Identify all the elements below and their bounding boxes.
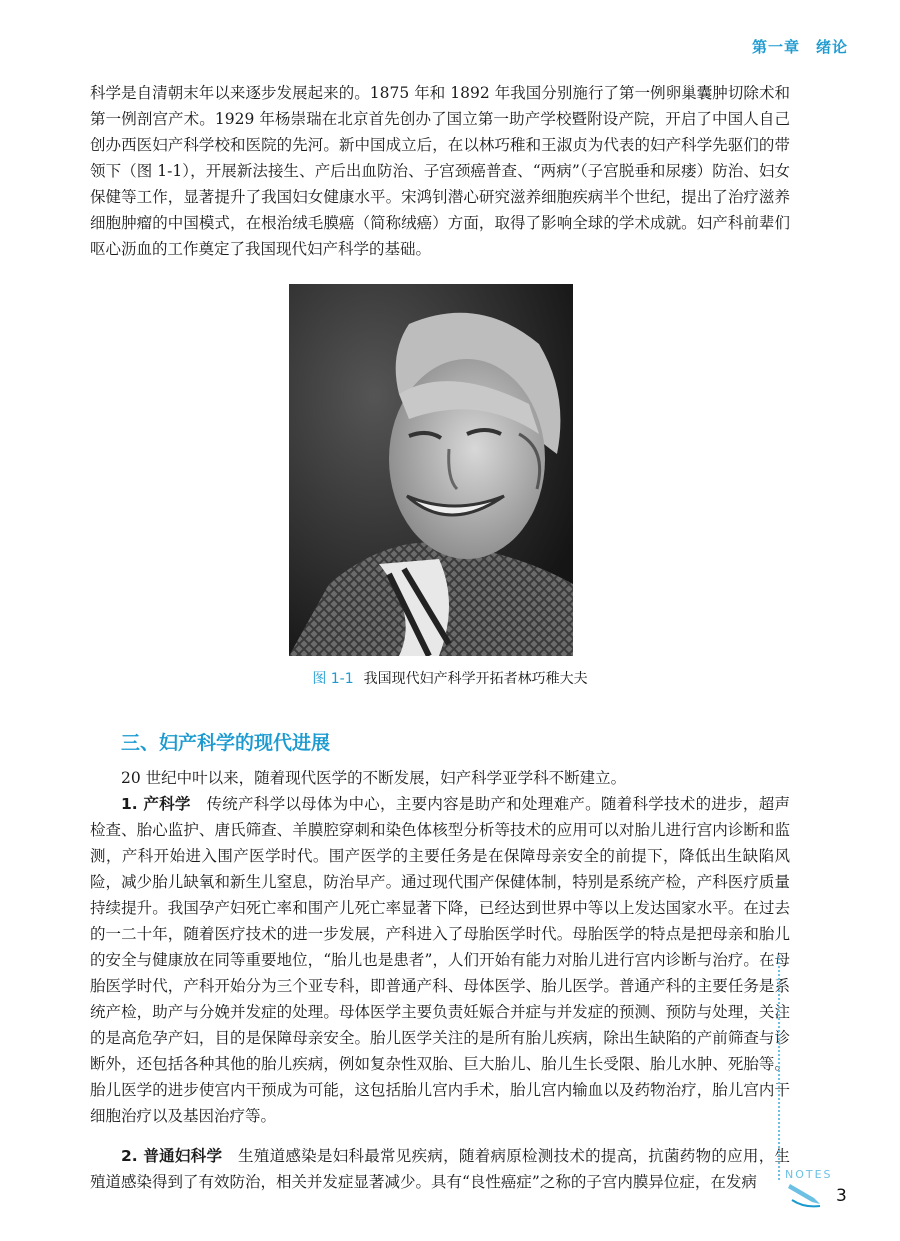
figure-caption [0, 668, 900, 688]
obstetrics-body: 传统产科学以母体为中心，主要内容是助产和处理难产。随着科学技术的进步，超声检查、胎心监护、唐氏筛查、羊膜腔穿刺和染色体核型分析等技术的应用可以对胎儿进行宫内诊断和监测，产科开始进入围产医学时代。围产医学的主要任务是在保障母亲安全的前提下，降低出生缺陷风险，减少胎儿缺氧和新生儿窒息，防治早产。通过现代围产保健体制，特别是系统产检，产科医疗质量持续提升。我国孕产妇死亡率和围产儿死亡率显著下降，已经达到世界中等以上发达国家水平。在过去的一二十年，随着医疗技术的进一步发展，产科进入了母胎医学时代。母胎医学的特点是把母亲和胎儿的安全与健康放在同等重要地位，“胎儿也是患者”，人们开始有能力对胎儿进行宫内诊断与治疗。在母胎医学时代，产科开始分为三个亚专科，即普通产科、母体医学、胎儿医学。普通产科的主要任务是系统产检，助产与分娩并发症的处理。母体医学主要负责妊娠合并症与并发症的预测、预防与处理，关注的是高危孕产妇，目的是保障母亲安全。胎儿医学关注的是所有胎儿疾病，除出生缺陷的产前筛查与诊断外，还包括各种其他的胎儿疾病，例如复杂性双胎、巨大胎儿、胎儿生长受限、胎儿水肿、死胎等。胎儿医学的进步使宫内干预成为可能，这包括胎儿宫内手术，胎儿宫内输血以及药物治疗，胎儿宫内干细胞治疗以及基因治疗等。 [90, 795, 790, 1125]
notes-margin-rule [778, 955, 780, 1180]
body-paragraph-obstetrics [90, 791, 790, 1129]
body-paragraph: 科学是自清朝末年以来逐步发展起来的。1875 年和 1892 年我国分别施行了第一例卵巢囊肿切除术和第一例剖宫产术。1929 年杨崇瑞在北京首先创办了国立第一助产学校暨附设产院，开启了中国人自己创办西医妇产科学校和医院的先河。新中国成立后，在以林巧稚和王淑贞为代表的妇产科学先驱们的带领下（图 1-1），开展新法接生、产后出血防治、子宫颈癌普查、“两病”（子宫脱垂和尿瘘）防治、妇女保健等工作，显著提升了我国妇女健康水平。宋鸿钊潜心研究滋养细胞疾病半个世纪，提出了治疗滋养细胞肿瘤的中国模式，在根治绒毛膜癌（简称绒癌）方面，取得了影响全球的学术成就。妇产科前辈们呕心沥血的工作奠定了我国现代妇产科学的基础。 [90, 84, 790, 258]
pen-icon [786, 1184, 826, 1212]
subsection-lead-gynecology: 2. 普通妇科学 [121, 1147, 223, 1165]
section-heading: 三、妇产科学的现代进展 [121, 732, 331, 754]
portrait-photo [289, 284, 573, 656]
figure-caption-text: 我国现代妇产科学开拓者林巧稚大夫 [363, 671, 588, 687]
notes-label: NOTES [785, 1168, 833, 1181]
body-paragraph-intro: 20 世纪中叶以来，随着现代医学的不断发展，妇产科学亚学科不断建立。 [121, 769, 627, 787]
gynecology-body: 生殖道感染是妇科最常见疾病，随着病原检测技术的提高，抗菌药物的应用，生殖道感染得到了有效防治，相关并发症显著减少。具有“良性癌症”之称的子宫内膜异位症，在发病 [90, 1147, 790, 1191]
page-number: 3 [836, 1186, 847, 1206]
figure-label: 图 1-1 [312, 671, 354, 687]
body-paragraph-gynecology [90, 1143, 790, 1195]
chapter-header: 第一章 绪论 [751, 38, 848, 56]
subsection-lead-obstetrics: 1. 产科学 [121, 795, 191, 813]
